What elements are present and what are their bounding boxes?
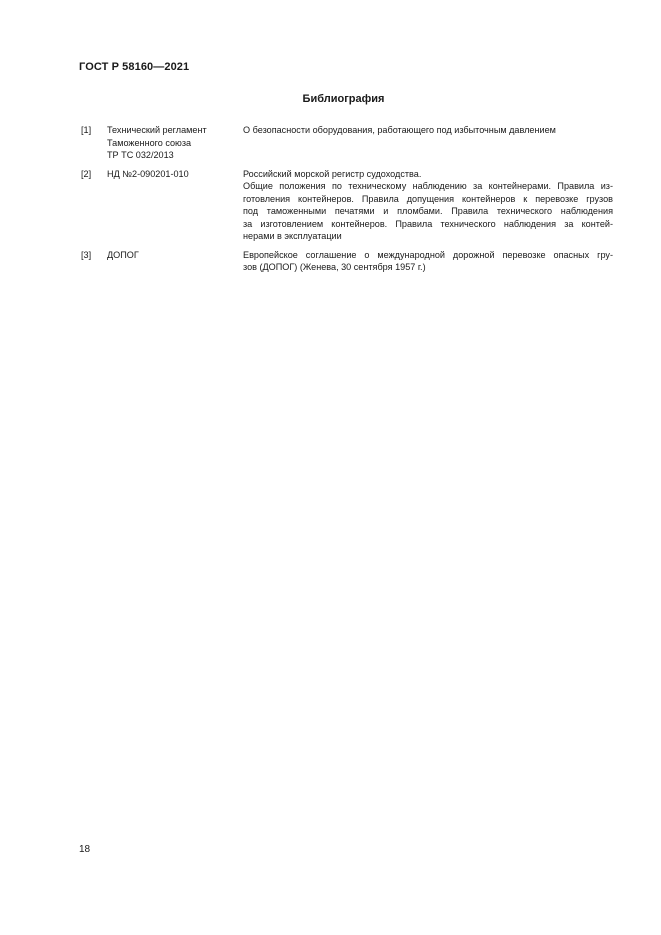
bibliography-title: Библиография bbox=[302, 93, 385, 105]
entry-reference bbox=[107, 168, 243, 181]
bibliography-entry-1 bbox=[81, 124, 613, 162]
document-header-code: ГОСТ Р 58160—2021 bbox=[79, 61, 190, 73]
entry-description-line: зов (ДОПОГ) (Женева, 30 сентября 1957 г.) bbox=[243, 262, 426, 272]
entry-description-line: Европейское соглашение о международной дорожной перевозке опасных гру- bbox=[243, 249, 613, 260]
entry-reference-line: ДОПОГ bbox=[107, 249, 139, 260]
entry-description bbox=[243, 124, 613, 137]
bibliography-entry-3 bbox=[81, 249, 613, 274]
entry-reference bbox=[107, 249, 243, 262]
entry-description bbox=[243, 168, 613, 243]
entry-number: [1] bbox=[81, 125, 92, 135]
entry-reference bbox=[107, 124, 243, 162]
entry-reference-line: Технический регламент bbox=[107, 125, 207, 135]
entry-reference-line: НД №2-090201-010 bbox=[107, 168, 189, 179]
bibliography-entry-2 bbox=[81, 168, 613, 243]
page-number: 18 bbox=[79, 844, 91, 855]
entry-description-line: Общие положения по техническому наблюдению за контейнерами. Правила из- bbox=[243, 181, 613, 191]
entry-description-line: Российский морской регистр судоходства. bbox=[243, 168, 422, 179]
entry-description-line: нерами в эксплуатации bbox=[243, 231, 342, 241]
entry-description-line: готовления контейнеров. Правила допущения контейнеров к перевозке грузов bbox=[243, 193, 613, 204]
entry-description-line: О безопасности оборудования, работающего под избыточным давлением bbox=[243, 125, 556, 135]
entry-reference-line: Таможенного союза bbox=[107, 137, 192, 148]
entry-description bbox=[243, 249, 613, 274]
entry-description-line: под таможенными печатями и пломбами. Правила технического наблюдения bbox=[243, 206, 613, 216]
bibliography-list bbox=[81, 124, 613, 274]
entry-number: [2] bbox=[81, 168, 92, 179]
entry-reference-line: ТР ТС 032/2013 bbox=[107, 150, 174, 160]
entry-number: [3] bbox=[81, 249, 92, 260]
entry-description-line: за изготовлением контейнеров. Правила технического наблюдения за контей- bbox=[243, 218, 613, 229]
